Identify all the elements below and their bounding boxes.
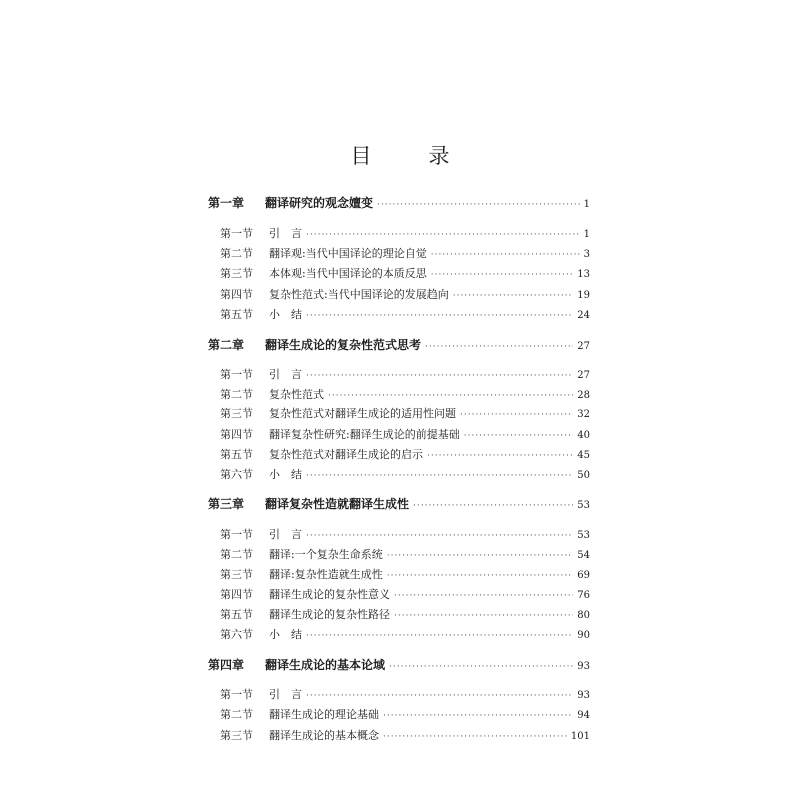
section-title: 复杂性范式:当代中国译论的发展趋向	[269, 288, 449, 301]
dot-leader	[377, 200, 580, 210]
section-label: 第四节	[220, 588, 253, 601]
page-number: 1	[583, 229, 590, 240]
toc-chapter-row	[208, 194, 590, 211]
section-title: 本体观:当代中国译论的本质反思	[269, 267, 427, 280]
dot-leader	[306, 371, 573, 381]
section-title: 翻译生成论的基本概念	[269, 729, 379, 742]
section-label: 第一节	[220, 688, 253, 701]
chapter-title: 翻译研究的观念嬗变	[265, 196, 374, 210]
section-title: 翻译:一个复杂生命系统	[269, 548, 383, 561]
toc-chapter-row	[208, 495, 590, 512]
dot-leader	[383, 711, 573, 721]
dot-leader	[387, 551, 574, 561]
section-title: 引 言	[269, 528, 302, 541]
dot-leader	[427, 451, 573, 461]
toc-section-row	[220, 245, 590, 261]
toc-section-row	[220, 686, 590, 702]
toc-section-row	[220, 386, 590, 402]
chapter-label: 第三章	[208, 497, 245, 511]
dot-leader	[306, 631, 573, 641]
toc-section-row	[220, 265, 590, 281]
toc-section-row	[220, 626, 590, 642]
dot-leader	[431, 270, 574, 280]
section-title: 小 结	[269, 468, 302, 481]
toc-section-row	[220, 546, 590, 562]
section-label: 第二节	[220, 708, 253, 721]
page-number: 53	[577, 530, 590, 541]
section-title: 引 言	[269, 368, 302, 381]
section-title: 翻译观:当代中国译论的理论自觉	[269, 247, 427, 260]
section-title: 翻译:复杂性造就生成性	[269, 568, 383, 581]
dot-leader	[389, 662, 573, 672]
toc-section-row	[220, 466, 590, 482]
section-title: 小 结	[269, 628, 302, 641]
section-label: 第四节	[220, 428, 253, 441]
toc-section-row	[220, 286, 590, 302]
section-label: 第六节	[220, 468, 253, 481]
dot-leader	[306, 311, 573, 321]
page-number: 69	[577, 570, 590, 581]
dot-leader	[328, 391, 573, 401]
dot-leader	[306, 531, 573, 541]
section-label: 第二节	[220, 247, 253, 260]
page-number: 27	[577, 341, 590, 352]
page-number: 28	[577, 390, 590, 401]
toc-chapter-row	[208, 336, 590, 353]
toc-section-row	[220, 606, 590, 622]
section-label: 第五节	[220, 608, 253, 621]
section-title: 复杂性范式对翻译生成论的适用性问题	[269, 407, 456, 420]
page-number: 53	[577, 500, 590, 511]
page-number: 19	[577, 290, 590, 301]
section-label: 第四节	[220, 288, 253, 301]
dot-leader	[425, 342, 573, 352]
dot-leader	[460, 410, 573, 420]
section-label: 第五节	[220, 308, 253, 321]
chapter-title: 翻译复杂性造就翻译生成性	[265, 497, 410, 511]
toc-section-row	[220, 405, 590, 421]
page-number: 1	[583, 199, 590, 210]
toc-section-row	[220, 706, 590, 722]
page-number: 45	[577, 450, 590, 461]
dot-leader	[306, 471, 573, 481]
section-label: 第一节	[220, 528, 253, 541]
section-title: 翻译生成论的复杂性意义	[269, 588, 390, 601]
chapter-label: 第四章	[208, 658, 245, 672]
chapter-label: 第一章	[208, 196, 245, 210]
section-label: 第六节	[220, 628, 253, 641]
page-number: 76	[577, 590, 590, 601]
page-number: 50	[577, 470, 590, 481]
dot-leader	[394, 611, 573, 621]
dot-leader	[387, 571, 574, 581]
dot-leader	[464, 431, 574, 441]
page-number: 40	[577, 430, 590, 441]
page-number: 3	[583, 249, 590, 260]
section-title: 复杂性范式	[269, 388, 324, 401]
page-number: 54	[577, 550, 590, 561]
toc-section-row	[220, 566, 590, 582]
section-label: 第二节	[220, 548, 253, 561]
page-number: 94	[577, 710, 590, 721]
toc-section-row	[220, 306, 590, 322]
toc-section-row	[220, 446, 590, 462]
section-title: 翻译生成论的理论基础	[269, 708, 379, 721]
dot-leader	[431, 250, 580, 260]
section-title: 引 言	[269, 227, 302, 240]
page-number: 93	[577, 690, 590, 701]
section-label: 第三节	[220, 407, 253, 420]
toc-section-row	[220, 586, 590, 602]
section-title: 复杂性范式对翻译生成论的启示	[269, 448, 423, 461]
page-number: 27	[577, 370, 590, 381]
chapter-title: 翻译生成论的基本论域	[265, 658, 386, 672]
chapter-title: 翻译生成论的复杂性范式思考	[265, 338, 422, 352]
dot-leader	[453, 291, 574, 301]
section-title: 翻译生成论的复杂性路径	[269, 608, 390, 621]
page-number: 13	[577, 269, 590, 280]
toc-section-row	[220, 426, 590, 442]
section-label: 第三节	[220, 267, 253, 280]
section-label: 第一节	[220, 227, 253, 240]
toc-chapter-row	[208, 656, 590, 673]
page-number: 101	[570, 731, 590, 742]
toc-section-row	[220, 225, 590, 241]
dot-leader	[394, 591, 573, 601]
page-number: 90	[577, 630, 590, 641]
section-label: 第二节	[220, 388, 253, 401]
section-label: 第三节	[220, 568, 253, 581]
chapter-label: 第二章	[208, 338, 245, 352]
dot-leader	[306, 230, 580, 240]
section-label: 第五节	[220, 448, 253, 461]
section-title: 引 言	[269, 688, 302, 701]
section-title: 小 结	[269, 308, 302, 321]
dot-leader	[383, 732, 567, 742]
toc-section-row	[220, 727, 590, 743]
dot-leader	[413, 501, 573, 511]
page-number: 24	[577, 310, 590, 321]
toc-section-row	[220, 526, 590, 542]
page-number: 80	[577, 610, 590, 621]
page-number: 93	[577, 661, 590, 672]
page-title: 目 录	[350, 144, 468, 168]
section-label: 第三节	[220, 729, 253, 742]
section-title: 翻译复杂性研究:翻译生成论的前提基础	[269, 428, 460, 441]
dot-leader	[306, 691, 573, 701]
toc-section-row	[220, 366, 590, 382]
section-label: 第一节	[220, 368, 253, 381]
page-number: 32	[577, 409, 590, 420]
